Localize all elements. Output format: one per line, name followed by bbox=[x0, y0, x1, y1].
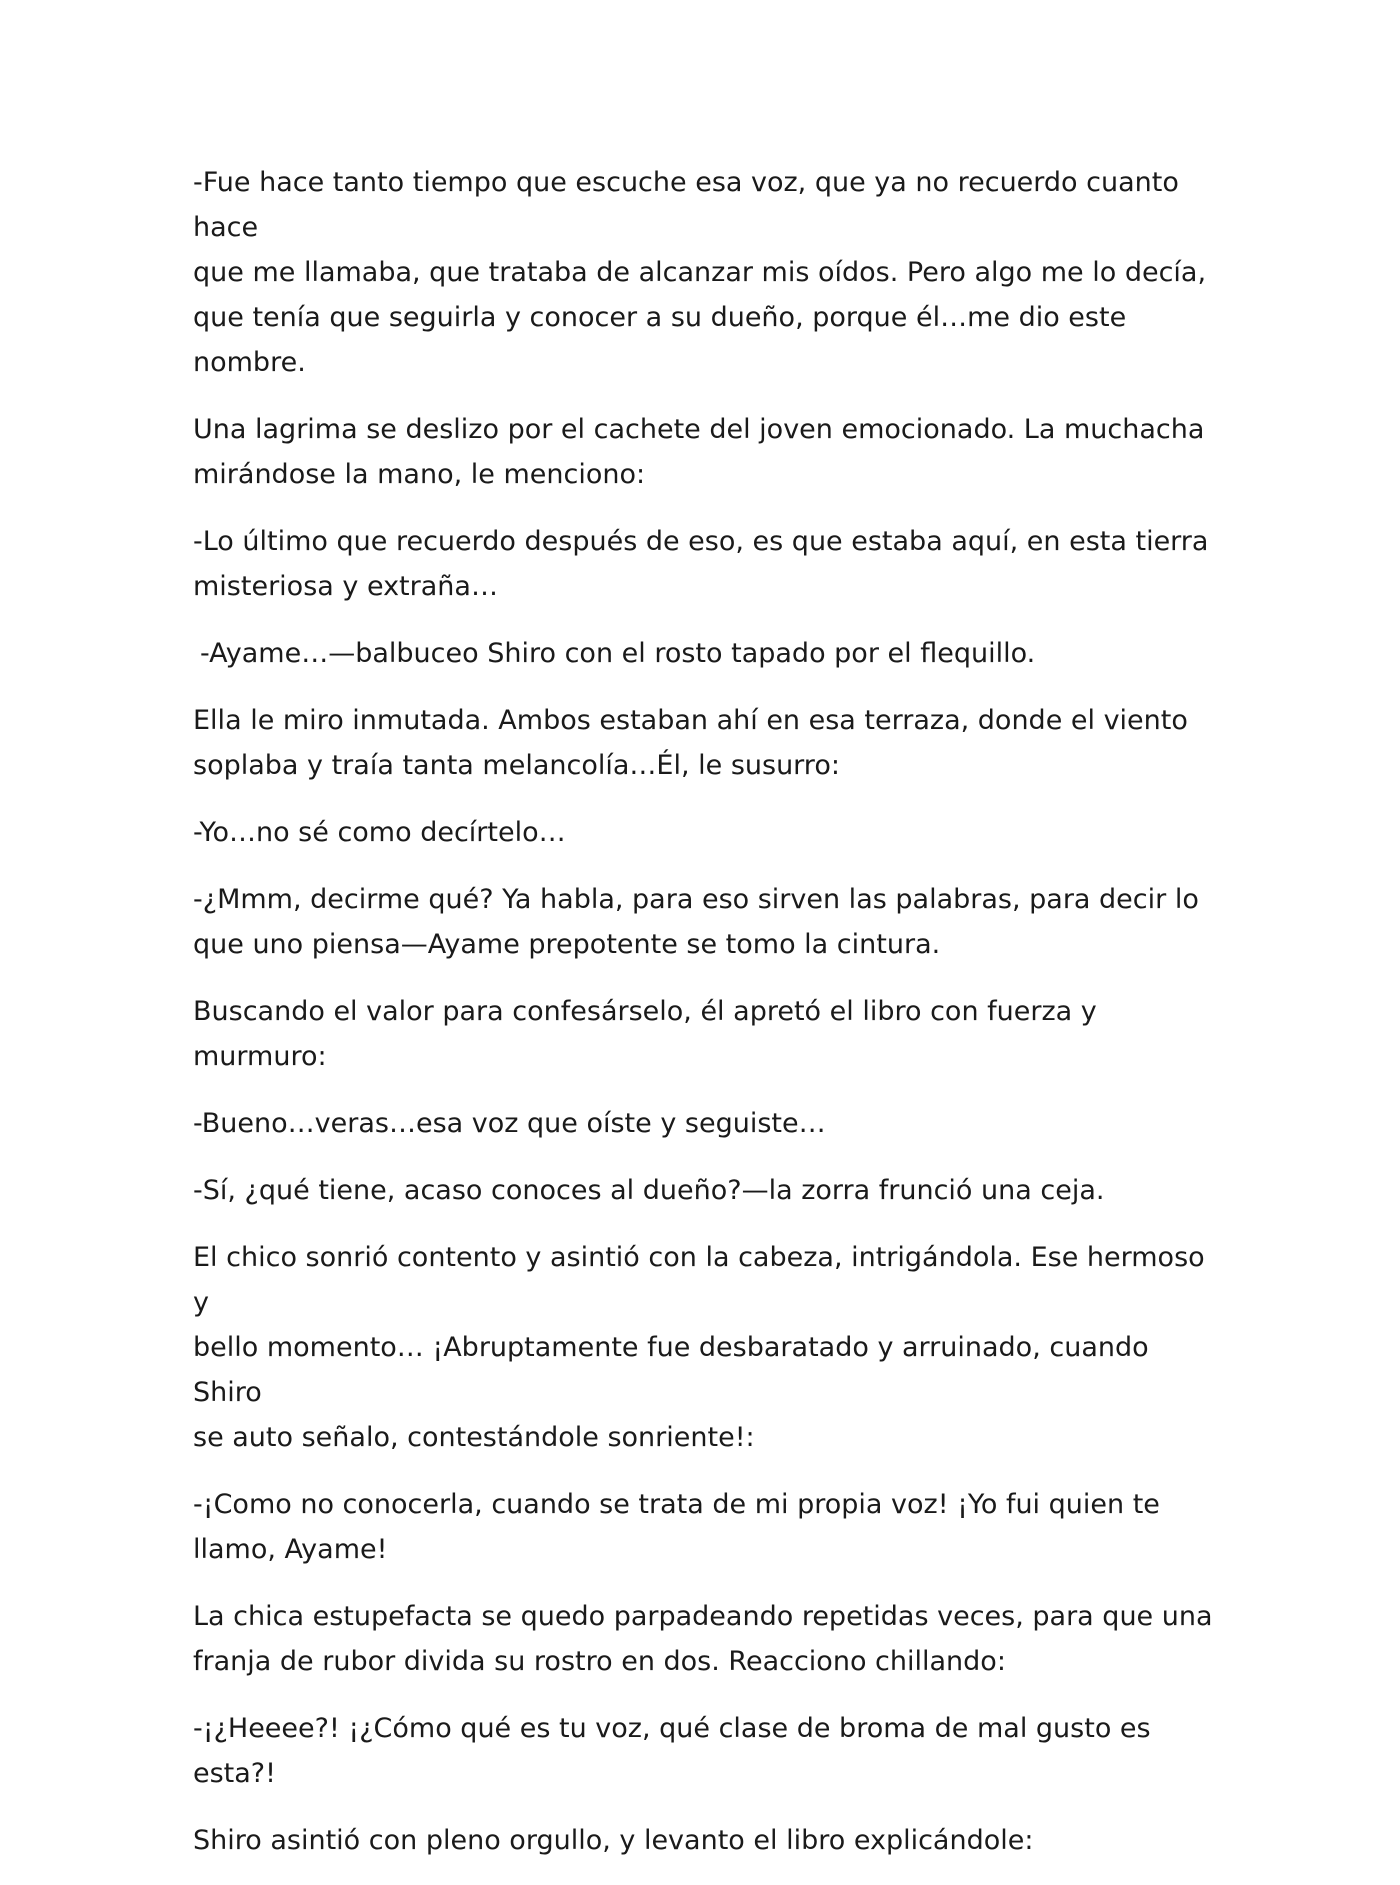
text-line: Una lagrima se deslizo por el cachete del joven emocionado. La muchacha bbox=[193, 414, 1205, 445]
text-line: El chico sonrió contento y asintió con la cabeza, intrigándola. Ese hermoso y bbox=[193, 1242, 1205, 1318]
text-line: -Yo…no sé como decírtelo… bbox=[193, 817, 566, 848]
paragraph bbox=[193, 160, 1223, 385]
text-line: -Lo último que recuerdo después de eso, es que estaba aquí, en esta tierra bbox=[193, 526, 1209, 557]
paragraph bbox=[193, 519, 1223, 609]
text-line: -Sí, ¿qué tiene, acaso conoces al dueño?—la zorra frunció una ceja. bbox=[193, 1175, 1105, 1206]
text-line: -¡¿Heeee?! ¡¿Cómo qué es tu voz, qué clase de broma de mal gusto es esta?! bbox=[193, 1713, 1151, 1789]
paragraph bbox=[193, 1235, 1223, 1460]
text-line: Ella le miro inmutada. Ambos estaban ahí en esa terraza, donde el viento bbox=[193, 705, 1188, 736]
text-line: bello momento… ¡Abruptamente fue desbaratado y arruinado, cuando Shiro bbox=[193, 1332, 1149, 1408]
text-line: Buscando el valor para confesárselo, él apretó el libro con fuerza y murmuro: bbox=[193, 996, 1097, 1072]
paragraph bbox=[193, 989, 1223, 1079]
text-line: que tenía que seguirla y conocer a su dueño, porque él…me dio este nombre. bbox=[193, 302, 1127, 378]
text-line: -Fue hace tanto tiempo que escuche esa voz, que ya no recuerdo cuanto hace bbox=[193, 167, 1179, 243]
document-body bbox=[193, 160, 1223, 1885]
paragraph bbox=[193, 1594, 1223, 1684]
text-line: llamo, Ayame! bbox=[193, 1534, 388, 1565]
text-line: misteriosa y extraña… bbox=[193, 571, 498, 602]
text-line: Shiro asintió con pleno orgullo, y levanto el libro explicándole: bbox=[193, 1825, 1034, 1856]
paragraph bbox=[193, 877, 1223, 967]
text-line: soplaba y traía tanta melancolía…Él, le susurro: bbox=[193, 750, 840, 781]
paragraph bbox=[193, 1168, 1223, 1213]
text-line: La chica estupefacta se quedo parpadeando repetidas veces, para que una bbox=[193, 1601, 1213, 1632]
paragraph bbox=[193, 1706, 1223, 1796]
text-line: -Ayame…—balbuceo Shiro con el rosto tapado por el flequillo. bbox=[200, 638, 1036, 669]
paragraph bbox=[193, 698, 1223, 788]
text-line: -¡Como no conocerla, cuando se trata de mi propia voz! ¡Yo fui quien te bbox=[193, 1489, 1160, 1520]
text-line: mirándose la mano, le menciono: bbox=[193, 459, 646, 490]
paragraph bbox=[193, 1818, 1223, 1863]
paragraph bbox=[193, 631, 1223, 676]
text-line: -Bueno…veras…esa voz que oíste y seguiste… bbox=[193, 1108, 826, 1139]
paragraph bbox=[193, 407, 1223, 497]
paragraph bbox=[193, 810, 1223, 855]
paragraph bbox=[193, 1482, 1223, 1572]
text-line: se auto señalo, contestándole sonriente!: bbox=[193, 1422, 755, 1453]
text-line: -¿Mmm, decirme qué? Ya habla, para eso sirven las palabras, para decir lo bbox=[193, 884, 1199, 915]
paragraph bbox=[193, 1101, 1223, 1146]
text-line: franja de rubor divida su rostro en dos. Reacciono chillando: bbox=[193, 1646, 1006, 1677]
text-line: que uno piensa—Ayame prepotente se tomo la cintura. bbox=[193, 929, 941, 960]
text-line: que me llamaba, que trataba de alcanzar mis oídos. Pero algo me lo decía, bbox=[193, 257, 1207, 288]
